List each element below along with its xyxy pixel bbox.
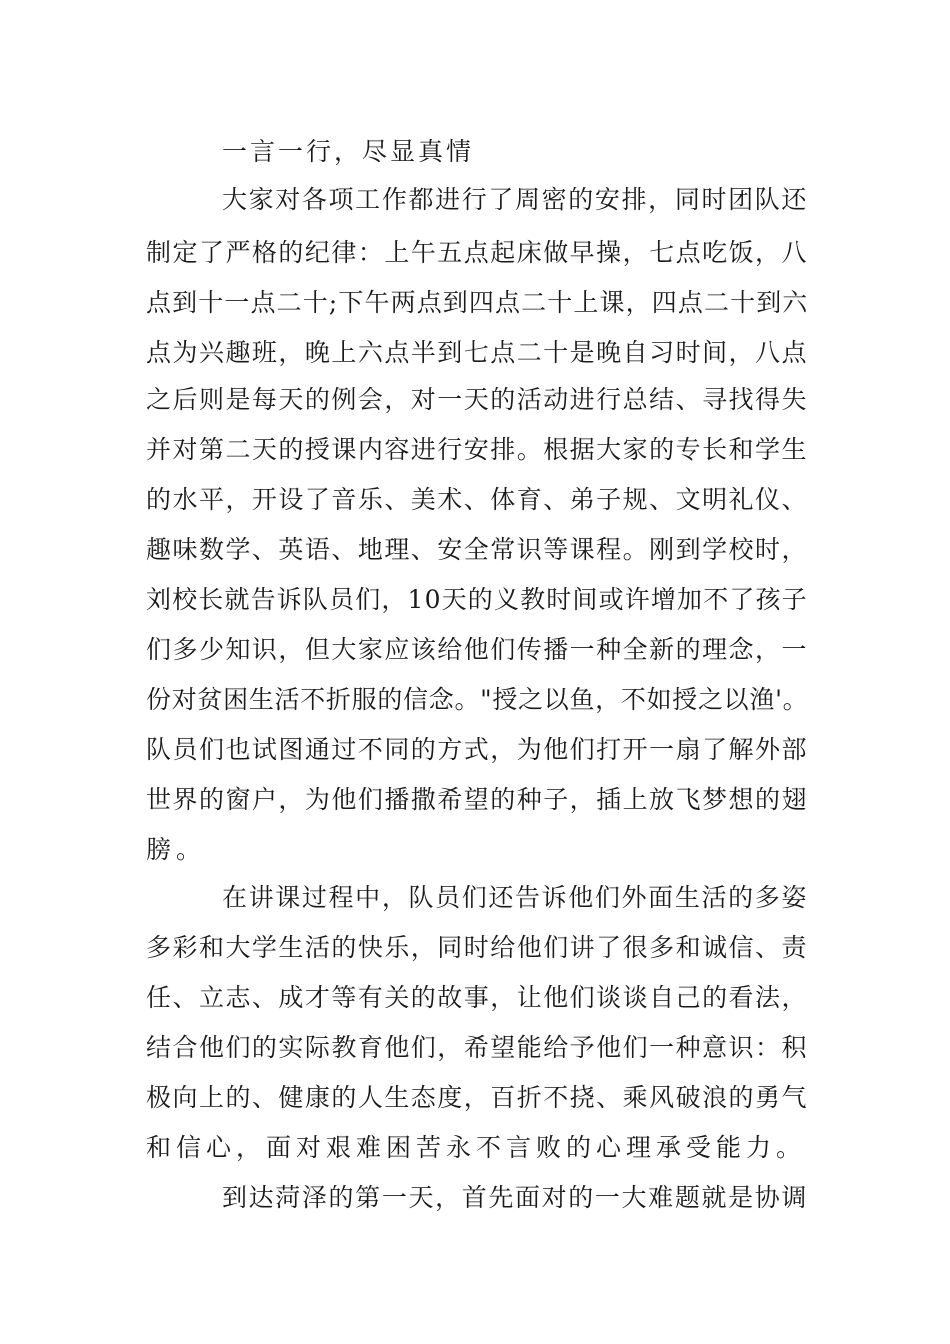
paragraph-line: 们多少知识，但大家应该给他们传播一种全新的理念，一 (146, 635, 809, 664)
paragraph-line: 点为兴趣班，晚上六点半到七点二十是晚自习时间，八点 (146, 338, 809, 367)
paragraph-line: 刘校长就告诉队员们，10天的义教时间或许增加不了孩子 (146, 585, 808, 614)
section-heading: 一言一行，尽显真情 (222, 137, 475, 166)
paragraph-line: 结合他们的实际教育他们，希望能给予他们一种意识：积 (146, 1033, 809, 1062)
paragraph-line: 世界的窗户，为他们播撒希望的种子，插上放飞梦想的翅 (146, 785, 809, 814)
paragraph-line: 在讲课过程中，队员们还告诉他们外面生活的多姿 (222, 883, 809, 912)
paragraph-line: 之后则是每天的例会，对一天的活动进行总结、寻找得失 (146, 385, 809, 414)
paragraph-line: 膀。 (146, 835, 207, 864)
paragraph-line: 和信心，面对艰难困苦永不言败的心理承受能力。 (146, 1133, 807, 1162)
paragraph-line: 大家对各项工作都进行了周密的安排，同时团队还 (222, 185, 809, 214)
paragraph-line: 制定了严格的纪律：上午五点起床做早操，七点吃饭，八 (146, 238, 809, 267)
paragraph-line: 任、立志、成才等有关的故事，让他们谈谈自己的看法， (146, 983, 809, 1012)
paragraph-line: 多彩和大学生活的快乐，同时给他们讲了很多和诚信、责 (146, 933, 809, 962)
paragraph-line: 极向上的、健康的人生态度，百折不挠、乘风破浪的勇气 (146, 1083, 809, 1112)
paragraph-line: 点到十一点二十;下午两点到四点二十上课，四点二十到六 (146, 288, 809, 317)
paragraph-line: 趣味数学、英语、地理、安全常识等课程。刚到学校时， (146, 535, 809, 564)
paragraph-line: 到达菏泽的第一天，首先面对的一大难题就是协调 (222, 1183, 809, 1212)
paragraph-line: 队员们也试图通过不同的方式，为他们打开一扇了解外部 (146, 735, 809, 764)
paragraph-line: 的水平，开设了音乐、美术、体育、弟子规、文明礼仪、 (146, 485, 809, 514)
paragraph-line: 份对贫困生活不折服的信念。"授之以鱼，不如授之以渔'。 (146, 685, 809, 714)
paragraph-line: 并对第二天的授课内容进行安排。根据大家的专长和学生 (146, 435, 809, 464)
